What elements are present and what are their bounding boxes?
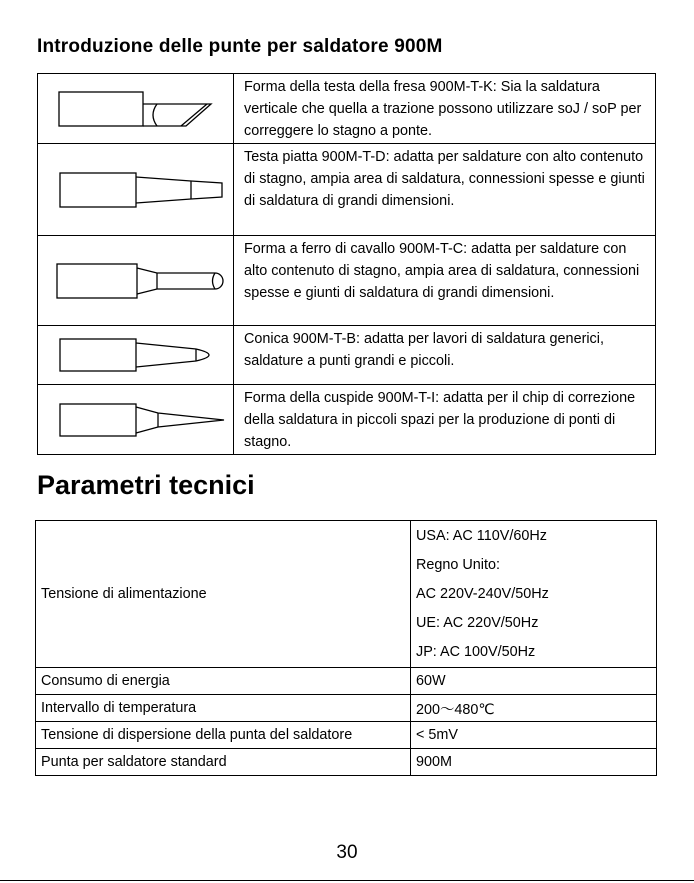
param-value: 900M (411, 749, 657, 776)
param-row (36, 695, 657, 722)
tip-description: Conica 900M-T-B: adatta per lavori di saldatura generici, saldature a punti grandi e piccoli. (234, 326, 656, 385)
tip-image-cell (38, 385, 234, 455)
params-table (35, 520, 657, 776)
page-number: 30 (336, 842, 358, 863)
tip-description: Forma della cuspide 900M-T-I: adatta per il chip di correzione della saldatura in piccoli spazi per la produzione di ponti di stagno. (234, 385, 656, 455)
param-row (36, 521, 657, 668)
param-label: Tensione di alimentazione (36, 521, 411, 668)
knife-tip-icon (51, 88, 221, 130)
param-value: JP: AC 100V/50Hz (416, 643, 536, 660)
tip-description: Forma della testa della fresa 900M-T-K: Sia la saldatura verticale che quella a trazione possono utilizzare soJ / soP per correggere lo stagno a ponte. (234, 74, 656, 144)
param-label: Punta per saldatore standard (36, 749, 411, 776)
param-value: 60W (411, 668, 657, 695)
param-row (36, 722, 657, 749)
tip-row (38, 144, 656, 236)
tips-table (37, 73, 656, 455)
tip-image-cell (38, 144, 234, 236)
flat-tip-icon (46, 169, 226, 211)
conical-tip-icon (46, 335, 226, 375)
params-heading: Parametri tecnici (37, 470, 255, 500)
param-value: UE: AC 220V/50Hz (416, 614, 539, 631)
param-value-stack (411, 521, 657, 668)
param-row (36, 668, 657, 695)
tip-row (38, 326, 656, 385)
param-value: USA: AC 110V/60Hz (416, 527, 547, 544)
horseshoe-tip-icon (43, 260, 228, 302)
param-value: AC 220V-240V/50Hz (416, 585, 549, 602)
param-value: < 5mV (411, 722, 657, 749)
point-tip-icon (46, 399, 226, 441)
tip-description: Testa piatta 900M-T-D: adatta per saldature con alto contenuto di stagno, ampia area di saldatura, connessioni spesse e giunti di saldatura di grandi dimensioni. (234, 144, 656, 236)
param-row (36, 749, 657, 776)
tip-image-cell (38, 236, 234, 326)
tip-description: Forma a ferro di cavallo 900M-T-C: adatta per saldature con alto contenuto di stagno, ampia area di saldatura, connessioni spesse e giunti di saldatura di grandi dimensioni. (234, 236, 656, 326)
param-value: Regno Unito: (416, 556, 500, 573)
param-value: 200～480℃ (411, 695, 657, 722)
tip-row (38, 385, 656, 455)
tip-row (38, 74, 656, 144)
tip-row (38, 236, 656, 326)
param-label: Intervallo di temperatura (36, 695, 411, 722)
tip-image-cell (38, 74, 234, 144)
bottom-rule (0, 880, 694, 881)
tips-heading: Introduzione delle punte per saldatore 900M (37, 36, 443, 57)
tip-image-cell (38, 326, 234, 385)
param-label: Tensione di dispersione della punta del saldatore (36, 722, 411, 749)
param-label: Consumo di energia (36, 668, 411, 695)
